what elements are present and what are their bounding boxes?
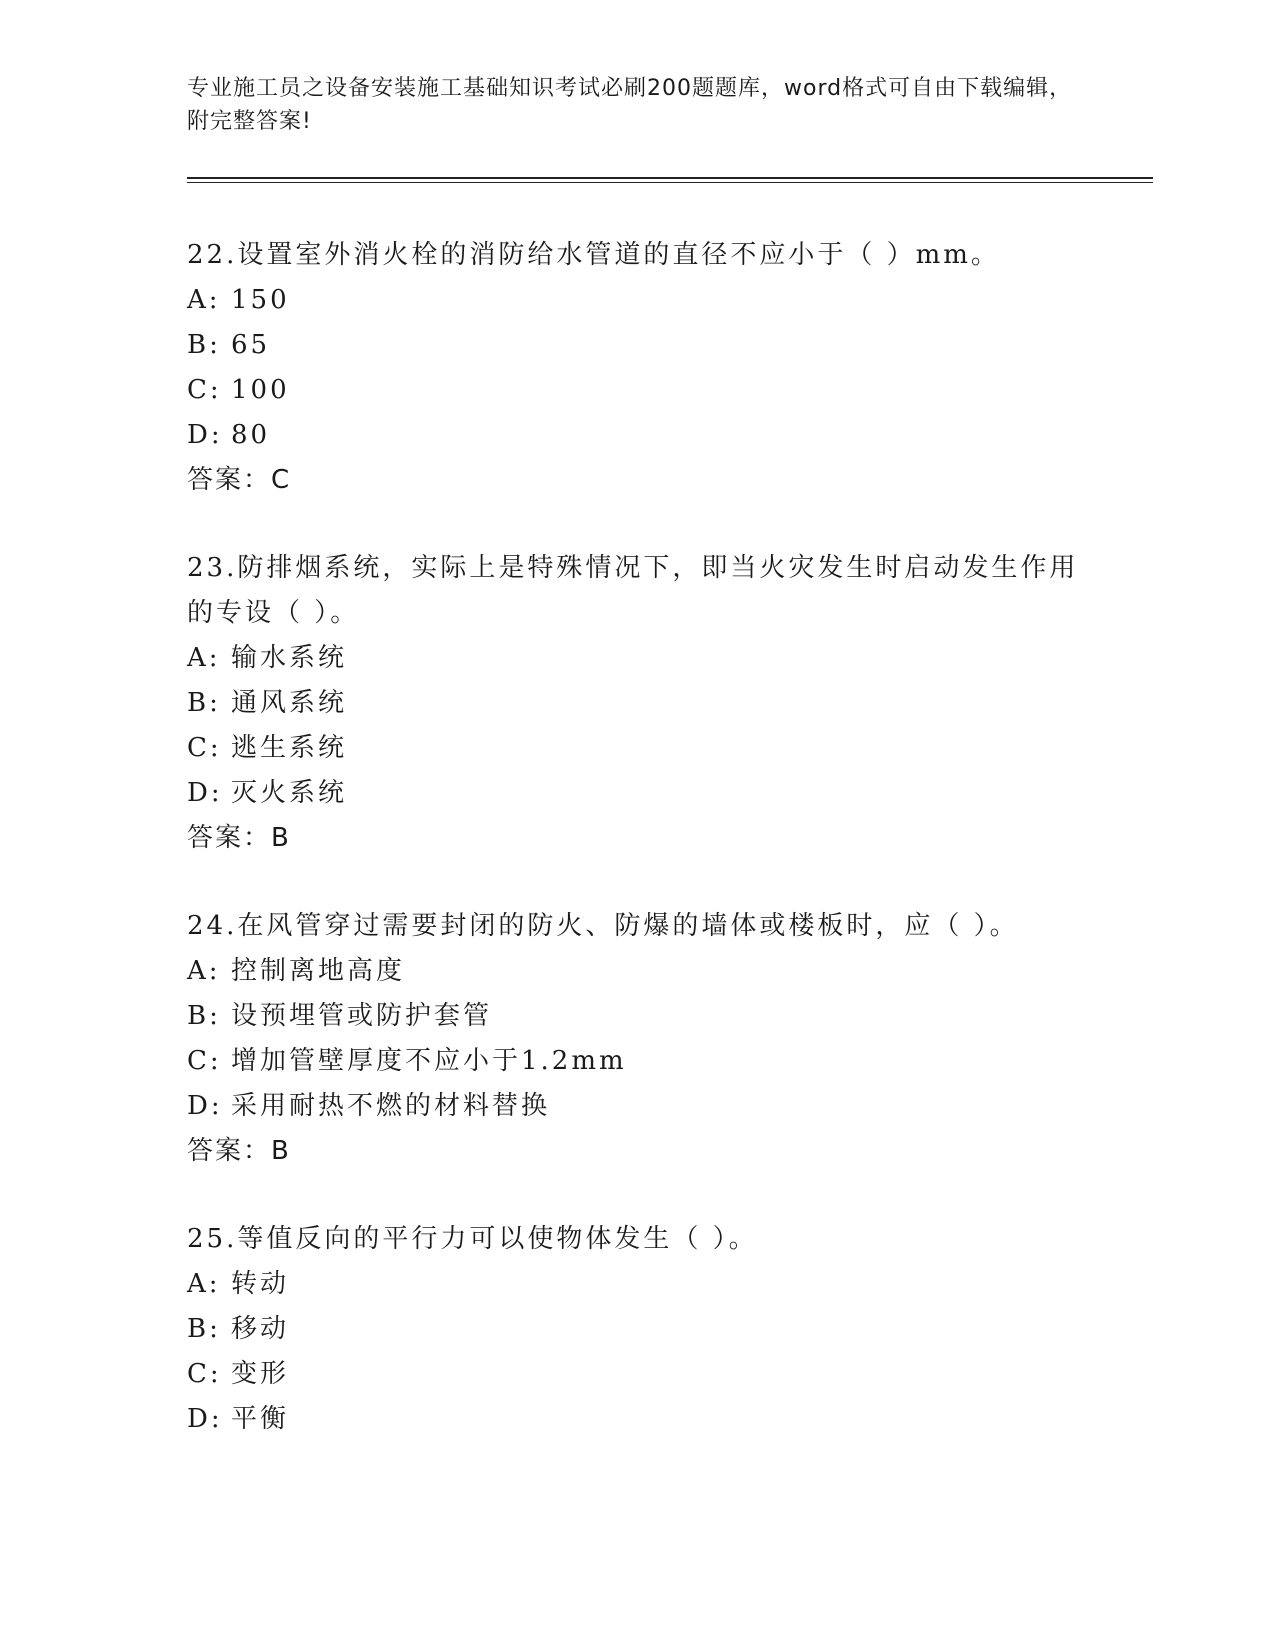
option-text: 平衡 — [231, 1404, 290, 1434]
option-text: 采用耐热不燃的材料替换 — [231, 1091, 551, 1121]
option-a — [187, 278, 1087, 323]
option-text: 灭火系统 — [231, 778, 348, 808]
option-text: 通风系统 — [231, 688, 348, 718]
answer-line: 答案：B — [187, 1136, 291, 1166]
option-letter: C: — [187, 1046, 222, 1076]
option-letter: D: — [187, 420, 223, 450]
option-text: 输水系统 — [231, 643, 348, 673]
option-text: 65 — [231, 330, 271, 360]
option-text: 设预埋管或防护套管 — [231, 1001, 493, 1031]
option-letter: B: — [187, 1314, 221, 1344]
answer-line: 答案：B — [187, 823, 291, 853]
option-text: 控制离地高度 — [231, 956, 406, 986]
question-22 — [187, 233, 1087, 503]
option-c — [187, 1039, 1087, 1084]
option-b — [187, 1307, 1087, 1352]
option-letter: A: — [187, 285, 221, 315]
option-text: 80 — [231, 420, 271, 450]
question-text: 23.防排烟系统，实际上是特殊情况下，即当火灾发生时启动发生作用的专设（ ）。 — [187, 553, 1079, 628]
option-text: 转动 — [231, 1269, 290, 1299]
question-25 — [187, 1217, 1087, 1442]
option-text: 逃生系统 — [231, 733, 348, 763]
question-23 — [187, 546, 1087, 861]
header-rule-thin — [187, 182, 1153, 183]
option-letter: C: — [187, 375, 222, 405]
option-letter: B: — [187, 330, 221, 360]
option-letter: A: — [187, 956, 221, 986]
question-text: 22.设置室外消火栓的消防给水管道的直径不应小于（ ）mm。 — [187, 240, 1000, 270]
option-text: 增加管壁厚度不应小于1.2mm — [231, 1046, 627, 1076]
option-c — [187, 726, 1087, 771]
option-letter: A: — [187, 643, 221, 673]
option-d — [187, 1397, 1087, 1442]
option-d — [187, 771, 1087, 816]
option-text: 移动 — [231, 1314, 290, 1344]
option-d — [187, 413, 1087, 458]
option-b — [187, 681, 1087, 726]
option-a — [187, 636, 1087, 681]
answer-line: 答案：C — [187, 465, 292, 495]
option-letter: B: — [187, 1001, 221, 1031]
option-text: 变形 — [231, 1359, 290, 1389]
option-letter: D: — [187, 778, 223, 808]
option-letter: D: — [187, 1091, 223, 1121]
option-a — [187, 1262, 1087, 1307]
header-rule-thick — [187, 177, 1153, 179]
document-header: 专业施工员之设备安装施工基础知识考试必刷200题题库，word格式可自由下载编辑，附完整答案! — [187, 76, 1073, 134]
option-a — [187, 949, 1087, 994]
option-c — [187, 368, 1087, 413]
question-text: 24.在风管穿过需要封闭的防火、防爆的墙体或楼板时，应（ ）。 — [187, 911, 1019, 941]
option-letter: B: — [187, 688, 221, 718]
option-letter: D: — [187, 1404, 223, 1434]
option-text: 150 — [231, 285, 290, 315]
option-letter: C: — [187, 733, 222, 763]
option-b — [187, 323, 1087, 368]
option-d — [187, 1084, 1087, 1129]
option-text: 100 — [231, 375, 290, 405]
option-letter: A: — [187, 1269, 221, 1299]
option-c — [187, 1352, 1087, 1397]
option-b — [187, 994, 1087, 1039]
question-24 — [187, 904, 1087, 1174]
question-text: 25.等值反向的平行力可以使物体发生（ ）。 — [187, 1224, 758, 1254]
option-letter: C: — [187, 1359, 222, 1389]
question-list — [187, 233, 1087, 1485]
